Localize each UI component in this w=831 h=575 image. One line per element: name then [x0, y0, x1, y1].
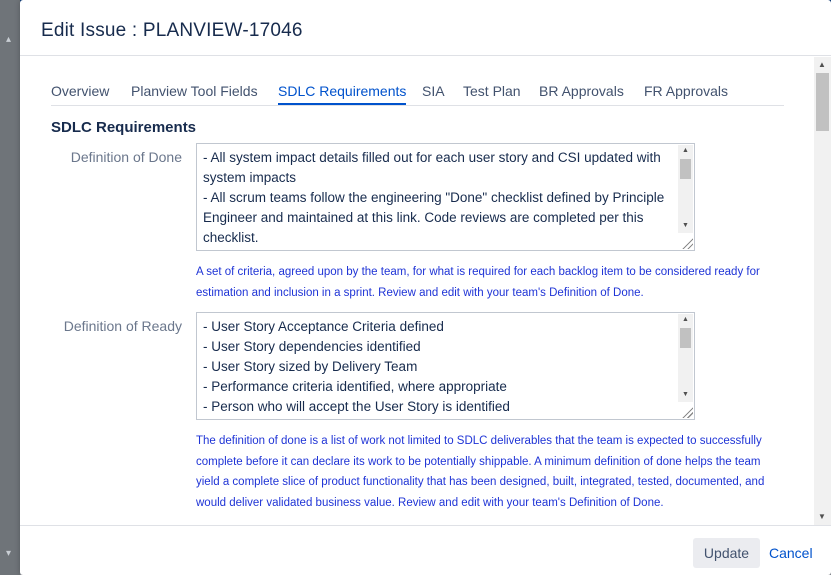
definition-of-done-label: Definition of Done: [70, 149, 182, 165]
textarea-line: - User Story dependencies identified: [203, 339, 421, 354]
dialog-footer: [20, 525, 831, 575]
edit-issue-dialog: [20, 0, 831, 575]
textarea-line: - All scrum teams follow the engineering "Done" checklist defined by Principle Engineer and maintained at this link. Code reviews are completed per this checklist.: [203, 190, 665, 245]
textarea-line: - All system impact details filled out for each user story and CSI updated with system impacts: [203, 150, 661, 185]
scroll-down-arrow-icon[interactable]: ▼: [682, 222, 689, 229]
textarea-line: - User Story sized by Delivery Team: [203, 359, 418, 374]
dialog-scrollbar[interactable]: [814, 57, 831, 525]
resize-grip-icon[interactable]: [681, 406, 693, 418]
tab-overview[interactable]: Overview: [51, 83, 110, 99]
textarea-scrollbar[interactable]: [678, 314, 693, 402]
scrollbar-thumb[interactable]: [680, 328, 691, 348]
tab-test-plan[interactable]: Test Plan: [463, 83, 521, 99]
definition-of-done-help-text: A set of criteria, agreed upon by the team, for what is required for each backlog item to be considered ready for estimation and inclusion in a sprint. Review and edit with your team's Definition of Done.: [196, 266, 760, 299]
scrollbar-thumb[interactable]: [816, 73, 829, 131]
section-heading: SDLC Requirements: [51, 119, 197, 136]
tab-sdlc-requirements[interactable]: SDLC Requirements: [278, 83, 406, 105]
definition-of-ready-value: [203, 317, 675, 417]
definition-of-ready-textarea[interactable]: [196, 312, 695, 420]
definition-of-done-value: [203, 148, 675, 248]
tab-fr-approvals[interactable]: FR Approvals: [644, 83, 729, 99]
scroll-up-arrow-icon[interactable]: ▲: [682, 316, 689, 323]
dialog-header: [20, 0, 831, 56]
scroll-up-arrow-icon[interactable]: ▲: [818, 60, 826, 69]
cancel-link[interactable]: Cancel: [769, 545, 813, 561]
dialog-title: Edit Issue : PLANVIEW-17046: [41, 20, 303, 41]
tab-bar: [51, 83, 784, 106]
textarea-line: - Person who will accept the User Story is identified: [203, 399, 510, 414]
definition-of-done-textarea[interactable]: [196, 143, 695, 251]
resize-grip-icon[interactable]: [681, 237, 693, 249]
update-button[interactable]: Update: [693, 538, 760, 568]
background-app-sidebar: [0, 0, 20, 575]
definition-of-ready-label: Definition of Ready: [63, 318, 182, 334]
textarea-scrollbar[interactable]: [678, 145, 693, 233]
textarea-line: - User Story Acceptance Criteria defined: [203, 319, 444, 334]
dialog-content: [20, 57, 814, 525]
scroll-down-arrow-icon[interactable]: ▼: [818, 512, 826, 521]
background-chevron-icon: ▾: [6, 548, 12, 559]
tab-br-approvals[interactable]: BR Approvals: [539, 83, 624, 99]
background-chevron-icon: ▴: [6, 34, 12, 45]
scroll-up-arrow-icon[interactable]: ▲: [682, 147, 689, 154]
tab-planview-tool-fields[interactable]: Planview Tool Fields: [131, 83, 258, 99]
definition-of-ready-help-text: The definition of done is a list of work not limited to SDLC deliverables that the team is expected to successfully complete before it can declare its work to be potentially shippable. A minimum definition of done helps the team yield a complete slice of product functionality that has been designed, built, integrated, tested, documented, and would deliver validated business value. Review and edit with your team's Definition of Done.: [196, 435, 765, 509]
scrollbar-thumb[interactable]: [680, 159, 691, 179]
scroll-down-arrow-icon[interactable]: ▼: [682, 391, 689, 398]
tab-sia[interactable]: SIA: [422, 83, 445, 99]
textarea-line: - Performance criteria identified, where appropriate: [203, 379, 507, 394]
